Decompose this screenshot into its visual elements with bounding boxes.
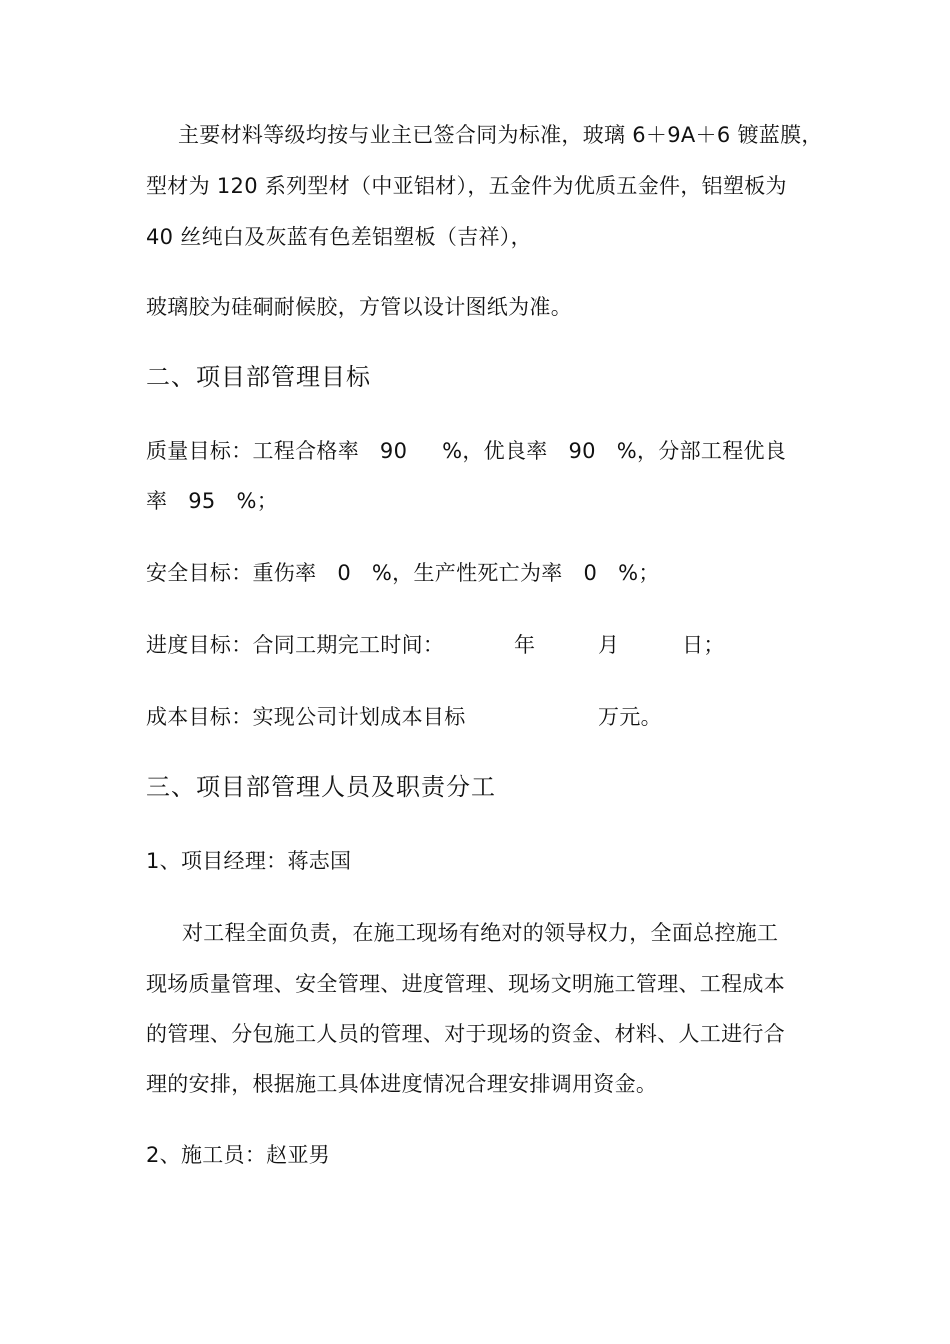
cost-target: 成本目标：实现公司计划成本目标 万元。 xyxy=(146,705,662,729)
construction-worker-item: 2、施工员：赵亚男 xyxy=(146,1143,331,1167)
materials-line-1: 主要材料等级均按与业主已签合同为标准，玻璃 6＋9A＋6 镀蓝膜， xyxy=(178,123,823,147)
manager-duty-line-4: 理的安排，根据施工具体进度情况合理安排调用资金。 xyxy=(146,1072,658,1096)
quality-target-line-2: 率 95 %； xyxy=(146,489,279,513)
section-3-heading: 三、项目部管理人员及职责分工 xyxy=(146,773,496,801)
materials-line-4: 玻璃胶为硅硐耐候胶，方管以设计图纸为准。 xyxy=(146,295,572,319)
manager-duty-line-1: 对工程全面负责，在施工现场有绝对的领导权力，全面总控施工 xyxy=(168,921,779,945)
schedule-target: 进度目标：合同工期完工时间： 年 月 日； xyxy=(146,633,725,657)
manager-duty-line-3: 的管理、分包施工人员的管理、对于现场的资金、材料、人工进行合 xyxy=(146,1022,785,1046)
quality-target-line-1: 质量目标：工程合格率 90 %，优良率 90 %，分部工程优良 xyxy=(146,439,787,463)
safety-target: 安全目标：重伤率 0 %，生产性死亡为率 0 %； xyxy=(146,561,660,585)
materials-line-2: 型材为 120 系列型材（中亚铝材），五金件为优质五金件，铝塑板为 xyxy=(146,174,787,198)
project-manager-item: 1、项目经理：蒋志国 xyxy=(146,849,352,873)
materials-line-3: 40 丝纯白及灰蓝有色差铝塑板（吉祥）， xyxy=(146,225,532,249)
section-2-heading: 二、项目部管理目标 xyxy=(146,363,371,391)
manager-duty-line-2: 现场质量管理、安全管理、进度管理、现场文明施工管理、工程成本 xyxy=(146,972,785,996)
